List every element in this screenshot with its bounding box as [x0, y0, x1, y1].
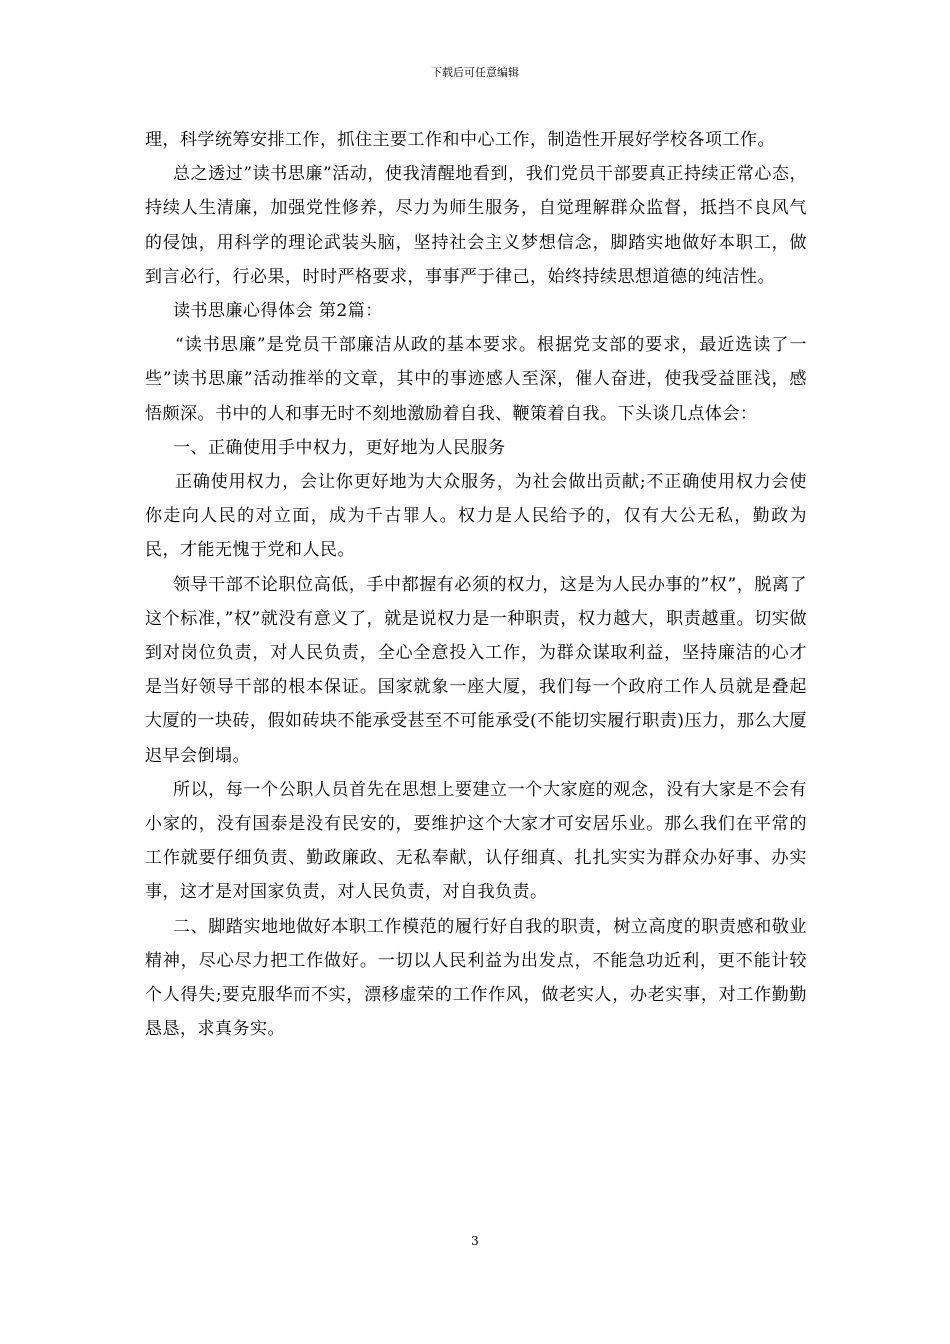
section-heading: 读书思廉心得体会 第2篇：	[173, 301, 383, 322]
page-header-note: 下载后可任意编辑	[431, 66, 519, 79]
paragraph-leadership: 领导干部不论职位高低，手中都握有必须的权力，这是为人民办事的”权”，脱离了这个标准，”权”就没有意义了，就是说权力是一种职责，权力越大，职责越重。切实做到对岗位负责，对人民负责，全心全意投入工作，为群众谋取利益，坚持廉洁的心才是当好领导干部的根本保证。国家就象一座大厦，我们每一个政府工作人员就是叠起大厦的一块砖，假如砖块不能承受甚至不可能承受(不能切实履行职责)压力，那么大厦迟早会倒塌。	[145, 574, 807, 766]
paragraph-summary: 总之透过”读书思廉”活动，使我清醒地看到，我们党员干部要真正持续正常心态，持续人生清廉，加强党性修养，尽力为师生服务，自觉理解群众监督，抵挡不良风气的侵蚀，用科学的理论武装头脑，坚持社会主义梦想信念，脚踏实地做好本职工，做到言必行，行必果，时时严格要求，事事严于律己，始终持续思想道德的纯洁性。	[145, 164, 807, 287]
subheading-two-paragraph: 二、脚踏实地地做好本职工作模范的履行好自我的职责，树立高度的职责感和敬业精神，尽心尽力把工作做好。一切以人民利益为出发点，不能急功近利，更不能计较个人得失;要克服华而不实，漂移虚荣的工作作风，做老实人，办老实事，对工作勤勤恳恳，求真务实。	[145, 916, 807, 1040]
subheading-one: 一、正确使用手中权力，更好地为人民服务	[173, 437, 506, 458]
page-number: 3	[471, 1234, 479, 1248]
document-body	[145, 123, 807, 1046]
paragraph-power-use: 正确使用权力，会让你更好地为大众服务，为社会做出贡献;不正确使用权力会使你走向人民的对立面，成为千古罪人。权力是人民给予的，仅有大公无私，勤政为民，才能无愧于党和人民。	[145, 472, 807, 561]
paragraph-public-servant: 所以，每一个公职人员首先在思想上要建立一个大家庭的观念，没有大家是不会有小家的，没有国泰是没有民安的，要维护这个大家才可安居乐业。那么我们在平常的工作就要仔细负责、勤政廉政、无私奉献，认仔细真、扎扎实实为群众办好事、办实事，这才是对国家负责，对人民负责，对自我负责。	[145, 779, 807, 903]
paragraph-intro: “读书思廉”是党员干部廉洁从政的基本要求。根据党支部的要求，最近选读了一些”读书思廉”活动推举的文章，其中的事迹感人至深，催人奋进，使我受益匪浅，感悟颇深。书中的人和事无时不刻地激励着自我、鞭策着自我。下头谈几点体会：	[145, 335, 807, 424]
paragraph-continuation: 理，科学统筹安排工作，抓住主要工作和中心工作，制造性开展好学校各项工作。	[145, 130, 775, 150]
